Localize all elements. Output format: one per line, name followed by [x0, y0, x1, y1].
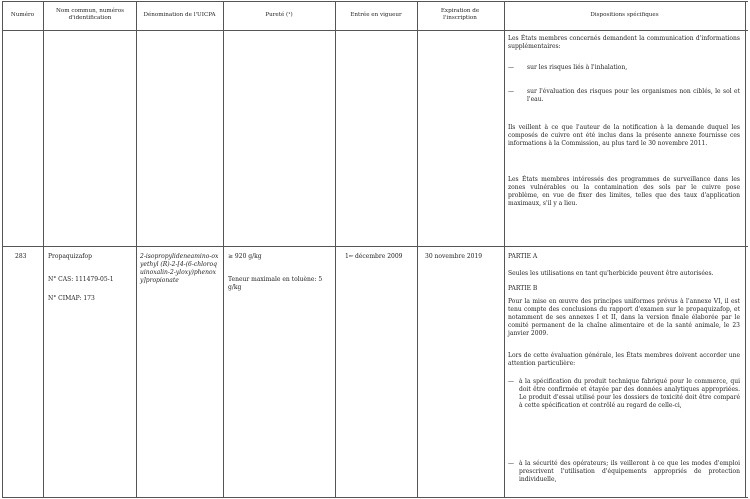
partie-a-heading: PARTIE A: [508, 253, 538, 260]
partie-b-heading: PARTIE B: [508, 285, 538, 292]
cas-number: N° CAS: 111479-05-1: [48, 276, 114, 283]
substance-name: Propaquizafop: [48, 253, 92, 260]
iupac-name: 2-isopropylideneamino-oxyethyl (R)-2-[4-(6-chloroquinoxalin-2-yloxy)phenoxy]propionate: [140, 253, 219, 284]
header-numero: Numéro: [10, 12, 35, 18]
header-uicpa: Dénomination de l'UICPA: [143, 12, 216, 18]
prev-row-list-item: — sur les risques liés à l'inhalation,: [508, 64, 628, 71]
entry-date: 1er décembre 2009: [345, 253, 403, 260]
prev-row-list-item: — sur l'évaluation des risques pour les organismes non ciblés, le sol et l'eau.: [508, 88, 740, 103]
expiration-date: 30 novembre 2019: [425, 253, 483, 260]
header-nom: Nom commun, numéros d'identification: [56, 8, 124, 21]
row-list-item: — à la sécurité des opérateurs; ils veilleront à ce que les modes d'emploi prescrivent l'utilisation d'équipements appropriés de protection individuelle,: [508, 460, 740, 483]
header-purete: Pureté (¹): [265, 12, 293, 18]
cimap-number: N° CIMAP: 173: [48, 295, 95, 302]
row-list-item: — à la spécification du produit technique fabriqué pour le commerce, qui doit être confirmée et étayée par des données analytiques appropriées. Le produit d'essai utilisé pour les dossiers de toxicité doit être comparé à cette spécification et contrôlé au regard de celle-ci,: [508, 378, 740, 409]
partie-b-text: Pour la mise en œuvre des principes uniformes prévus à l'annexe VI, il est tenu compte des conclusions du rapport d'examen sur le propaquizafop, et notamment de ses annexes I et II, dans la version finale élaborée par le comité permanent de la chaîne alimentaire et de la santé animale, le 23 janvier 2009.: [508, 298, 740, 337]
row-number: 283: [15, 253, 27, 260]
header-entree: Entrée en vigueur: [350, 12, 402, 18]
purity-note: Teneur maximale en toluène: 5 g/kg: [228, 276, 323, 291]
evaluation-text: Lors de cette évaluation générale, les États membres doivent accorder une attention particulière:: [508, 352, 740, 367]
purity-value: ≥ 920 g/kg: [228, 253, 262, 260]
partie-a-text: Seules les utilisations en tant qu'herbicide peuvent être autorisées.: [508, 270, 714, 277]
prev-row-paragraph: Les États membres concernés demandent la communication d'informations supplémentaires:: [508, 35, 740, 50]
prev-row-paragraph: Les États membres intéressés des programmes de surveillance dans les zones vulnérables ou la contamination des sols par le cuivre pose problème, en vue de fixer des limites, telles que des taux d'application maximaux, s'il y a lieu.: [508, 176, 740, 207]
header-expiration: Expiration de l'inscription: [440, 8, 480, 21]
prev-row-paragraph: Ils veillent à ce que l'auteur de la notification à la demande duquel les composés de cuivre ont été inclus dans la présente annexe fournisse ces informations à la Commission, au plus tard le 30 novembre 2011.: [508, 124, 740, 147]
header-dispositions: Dispositions spécifiques: [590, 12, 659, 18]
